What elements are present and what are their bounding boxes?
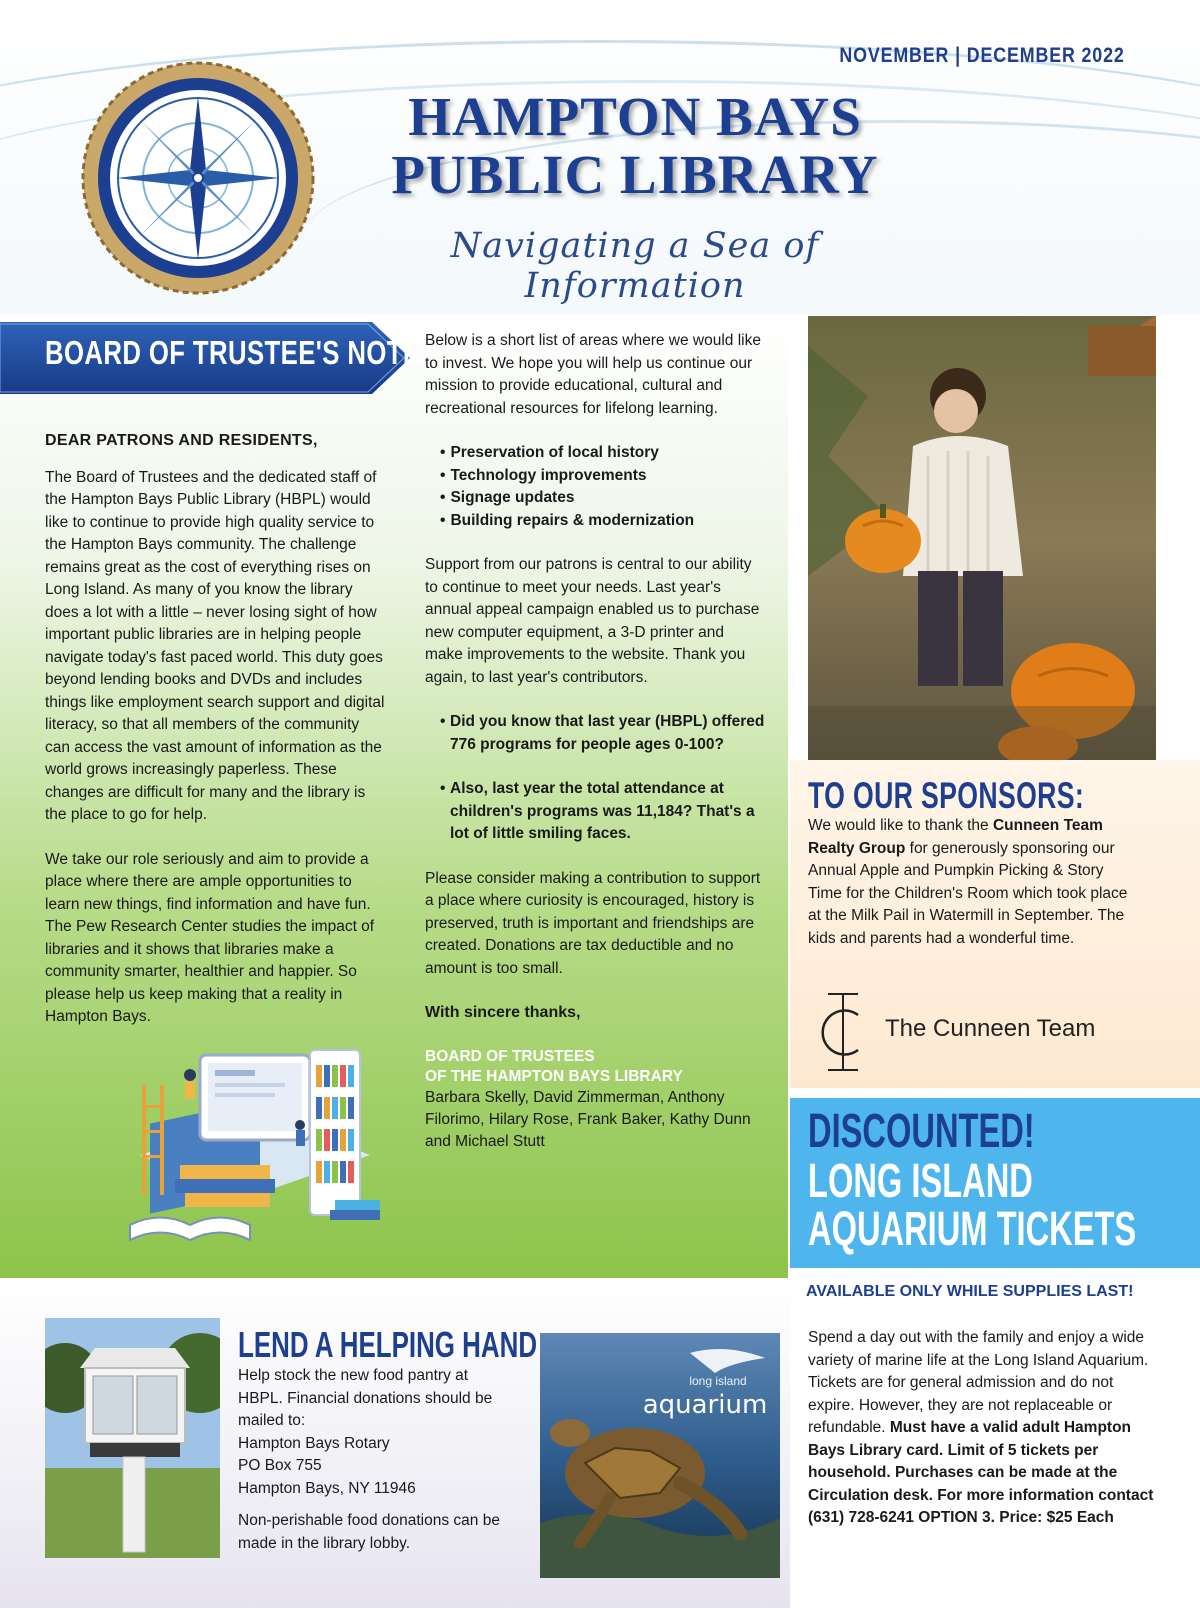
fact-item: • Also, last year the total attendance at children's programs was 11,184? That's a lot of little smiling faces.: [425, 778, 765, 846]
address-line: Hampton Bays, NY 11946: [238, 1479, 416, 1497]
tagline: Navigating a Sea of Information: [450, 226, 820, 306]
issue-date: NOVEMBER | DECEMBER 2022: [839, 44, 1125, 67]
board-column-left: [45, 430, 385, 1051]
paragraph-text: Help stock the new food pantry at HBPL. Financial donations should be mailed to:: [238, 1367, 493, 1429]
list-item: • Signage updates: [440, 487, 765, 510]
masthead: [0, 0, 1200, 315]
helping-hand-heading: LEND A HELPING HAND: [238, 1324, 538, 1365]
board-column-middle: [425, 330, 765, 1153]
paragraph: Support from our patrons is central to our ability to continue to meet your needs. Last year's annual appeal campaign enabled us to purchase new computer equipment, a 3-D printer and make improvements to the website. Thank you again, to last year's contributors.: [425, 556, 760, 686]
investment-list: [425, 442, 765, 532]
books-illustration: [120, 1035, 390, 1265]
aquarium-logo-text: aquarium: [642, 1390, 768, 1420]
aquarium-heading-line: AQUARIUM TICKETS: [808, 1203, 1137, 1256]
paragraph: Below is a short list of areas where we would like to invest. We hope you will help us continue our mission to provide educational, cultural and recreational resources for lifelong learning.: [425, 332, 761, 417]
list-item: • Technology improvements: [440, 465, 765, 488]
pumpkin-picking-photo: [808, 316, 1156, 761]
aquarium-logo-small-text: long island: [689, 1374, 747, 1388]
aquarium-text-plain: Spend a day out with the family and enjoy a wide variety of marine life at the Long Island Aquarium. Tickets are for general admission and do not expire. However, they are not replaceable or refundable.: [808, 1329, 1149, 1436]
paragraph: [238, 1365, 508, 1500]
compass-logo: [78, 58, 318, 298]
address-line: PO Box 755: [238, 1457, 322, 1474]
aquarium-description: [808, 1327, 1163, 1530]
section-heading: BOARD OF TRUSTEE'S NOTE: [45, 334, 421, 371]
signature-names: Barbara Skelly, David Zimmerman, Anthony Filorimo, Hilary Rose, Frank Baker, Kathy Dunn and Michael Stutt: [425, 1088, 751, 1150]
paragraph: We take our role seriously and aim to provide a place where there are ample opportunities to learn new things, find information and have fun. The Pew Research Center studies the impact of libraries and it shows that libraries make a community smarter, healthier and happier. So please help us keep making that a reality in Hampton Bays.: [45, 850, 375, 1025]
sponsor-text: [808, 815, 1138, 950]
title-line-1: HAMPTON BAYS: [408, 86, 862, 147]
aquarium-heading-line: LONG ISLAND: [808, 1155, 1033, 1208]
address-line: Hampton Bays Rotary: [238, 1434, 390, 1452]
sponsor-text-part: for generously sponsoring our Annual Apple and Pumpkin Picking & Story Time for the Children's Room which took place at the Milk Pail in Watermill in September. The kids and parents had a wonderful time.: [808, 839, 1128, 947]
list-item: • Building repairs & modernization: [440, 510, 765, 533]
title-line-2: PUBLIC LIBRARY: [391, 144, 879, 205]
paragraph: Non-perishable food donations can be made in the library lobby.: [238, 1512, 500, 1552]
signature-title-line: BOARD OF TRUSTEES: [425, 1047, 595, 1065]
aquarium-heading-line: DISCOUNTED!: [808, 1105, 1035, 1158]
sponsor-name: Cunneen Team Realty Group: [808, 817, 1103, 857]
closing-thanks: With sincere thanks,: [425, 1004, 581, 1021]
aquarium-turtle-image: [540, 1333, 780, 1578]
library-title: [345, 88, 925, 204]
signature-title: [425, 1047, 765, 1087]
fact-item: • Did you know that last year (HBPL) offered 776 programs for people ages 0-100?: [425, 711, 765, 756]
paragraph: Please consider making a contribution to support a place where curiosity is encouraged, history is preserved, truth is important and friendships are created. Donations are tax deductible and no amount is too small.: [425, 869, 761, 977]
helping-hand-text: [238, 1365, 508, 1565]
food-pantry-photo: [45, 1318, 220, 1558]
cunneen-logo-text: The Cunneen Team: [885, 1015, 1096, 1042]
fact-text: Did you know that last year (HBPL) offered 776 programs for people ages 0-100?: [450, 713, 765, 753]
fact-text: Also, last year the total attendance at children's programs was 11,184? That's a lot of little smiling faces.: [450, 780, 755, 842]
paragraph: The Board of Trustees and the dedicated staff of the Hampton Bays Public Library (HBPL) would like to continue to provide high quality service to the Hampton Bays community. The challenge remains great as the cost of everything rises on Long Island. As many of you know the library does a lot with a little – never losing sight of how important public libraries are in helping people navigate today's fast paced world. This duty goes beyond lending books and DVDs and includes things like employment search support and digital literacy, so that all members of the community can access the vast amount of information as the world grows increasingly paperless. These changes are difficult for many and the library is the place to go for help.: [45, 468, 385, 823]
sponsor-text-part: We would like to thank the: [808, 817, 993, 834]
sponsor-heading: TO OUR SPONSORS:: [808, 775, 1085, 816]
list-item: • Preservation of local history: [440, 442, 765, 465]
cunneen-logo-icon: [818, 990, 868, 1075]
signature-title-line: OF THE HAMPTON BAYS LIBRARY: [425, 1067, 683, 1085]
availability-note: AVAILABLE ONLY WHILE SUPPLIES LAST!: [806, 1283, 1134, 1300]
aquarium-text-bold: Must have a valid adult Hampton Bays Library card. Limit of 5 tickets per household. Purchases can be made at the Circulation desk. For more information contact (631) 728-6241 OPTION 3. Price: $25 Each: [808, 1419, 1154, 1526]
salutation: DEAR PATRONS AND RESIDENTS,: [45, 432, 318, 449]
